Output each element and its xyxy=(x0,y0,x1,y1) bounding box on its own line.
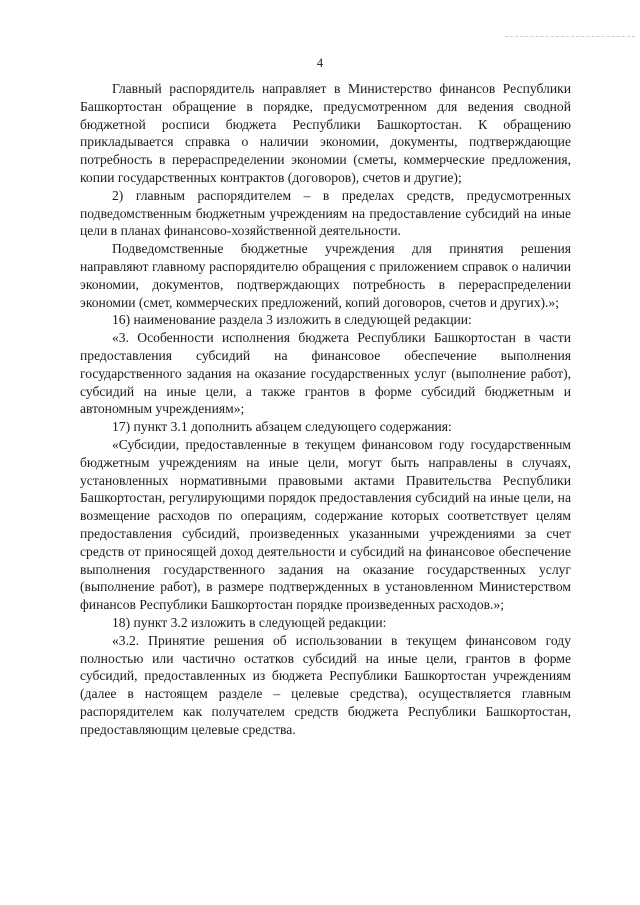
paragraph-item-16: 16) наименование раздела 3 изложить в следующей редакции: xyxy=(112,312,472,328)
paragraph-subordinate-institutions: Подведомственные бюджетные учреждения для принятия решения направляют главному распорядителю обращения с приложением справок о наличии экономии, документов, подтверждающих потребность в перераспределении экономии (смет, коммерческих предложений, копий договоров, счетов и других).»; xyxy=(80,241,571,310)
paragraph-section-3-title: «3. Особенности исполнения бюджета Республики Башкортостан в части предоставления субсидий на финансовое обеспечение выполнения государственного задания на оказание государственных услуг (выполнение работ), субсидий на иные цели, а также грантов в форме субсидий бюджетным и автономным учреждениям»; xyxy=(80,330,571,417)
document-body xyxy=(80,80,571,738)
scan-artifact-line xyxy=(505,36,635,37)
paragraph-item-17: 17) пункт 3.1 дополнить абзацем следующего содержания: xyxy=(112,419,452,435)
paragraph-item-18: 18) пункт 3.2 изложить в следующей редакции: xyxy=(112,614,387,630)
paragraph-item-2: 2) главным распорядителем – в пределах средств, предусмотренных подведомственным бюджетным учреждениям на предоставление субсидий на иные цели в планах финансово-хозяйственной деятельности. xyxy=(80,187,571,239)
paragraph-clause-3-2: «3.2. Принятие решения об использовании в текущем финансовом году полностью или частично остатков субсидий на иные цели, грантов в форме субсидий, предоставленных из бюджета Республики Башкортостан учреждениям (далее в настоящем разделе – целевые средства), осуществляется главным распорядителем как получателем средств бюджета Республики Башкортостан, предоставляющим целевые средства. xyxy=(80,632,571,737)
paragraph-subsidies-clause: «Субсидии, предоставленные в текущем финансовом году государственным бюджетным учреждениям на иные цели, могут быть направлены в случаях, установленных нормативными правовыми актами Правительства Республики Башкортостан, регулирующими порядок предоставления субсидий на иные цели, на возмещение расходов по операциям, содержание которых соответствует целям предоставления субсидий, произведенных указанными учреждениями за счет средств от приносящей доход деятельности и субсидий на финансовое обеспечение выполнения государственного задания на оказание государственных услуг (выполнение работ), в размере подтвержденных в установленном Министерством финансов Республики Башкортостан порядке произведенных расходов.»; xyxy=(80,436,571,613)
paragraph-ministry-appeal: Главный распорядитель направляет в Министерство финансов Республики Башкортостан обращение в порядке, предусмотренном для ведения сводной бюджетной росписи бюджета Республики Башкортостан. К обращению прикладывается справка о наличии экономии, документы, подтверждающие потребность в перераспределении экономии (сметы, коммерческие предложения, копии государственных контрактов (договоров), счетов и другие); xyxy=(80,81,571,185)
page-number: 4 xyxy=(316,56,324,70)
